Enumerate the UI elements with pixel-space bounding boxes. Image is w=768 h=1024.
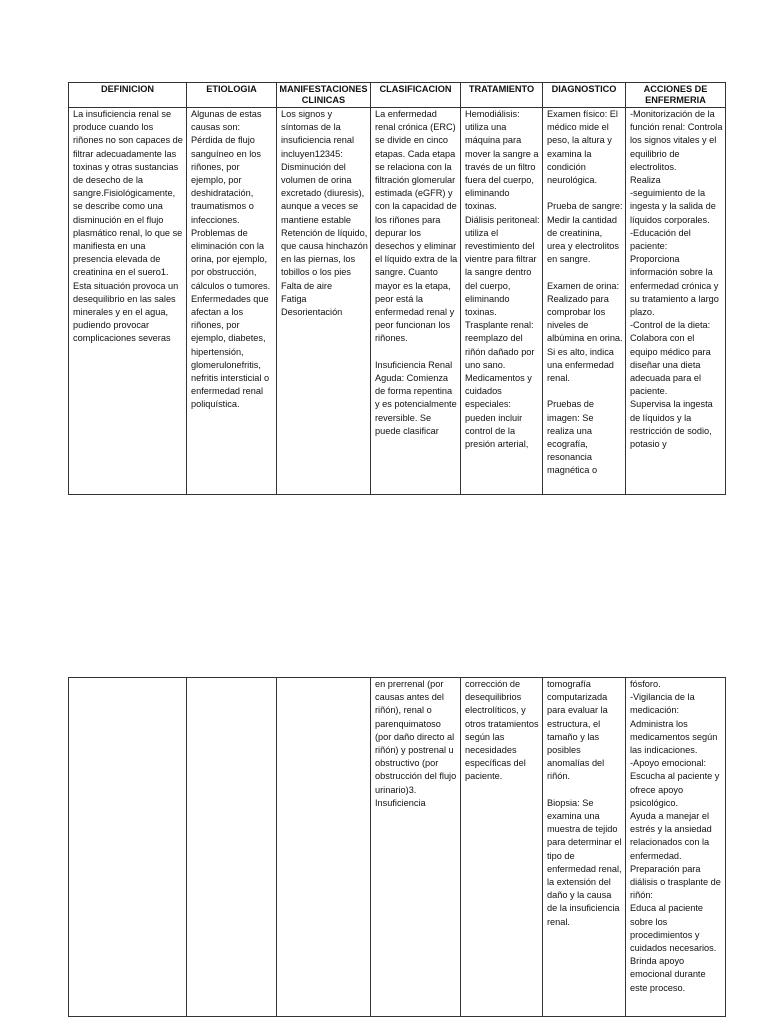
cell-tratamiento: Hemodiálisis: utiliza una máquina para mover la sangre a través de un filtro fuera del cuerpo, eliminando toxinas. Diálisis peritoneal: utiliza el revestimiento del vientre para filtrar la sangre dentro del cuerpo, eliminando toxinas. Trasplante renal: reemplazo del riñón dañado por uno sano. Medicamentos y cuidados especiales: pueden incluir control de la presión arterial, (461, 108, 543, 495)
cell-clasificacion-cont: en prerrenal (por causas antes del riñón), renal o parenquimatoso (por daño directo al riñón) y postrenal u obstructivo (por obstrucción del flujo urinario)3. Insuficiencia (371, 678, 461, 1017)
cell-etiologia: Algunas de estas causas son: Pérdida de flujo sanguíneo en los riñones, por ejemplo, por deshidratación, traumatismos o infecciones. Problemas de eliminación con la orina, por ejemplo, por obstrucción, cálculos o tumores. Enfermedades que afectan a los riñones, por ejemplo, diabetes, hipertensión, glomerulonefritis, nefritis intersticial o enfermedad renal poliquística. (187, 108, 277, 495)
cell-tratamiento-cont: corrección de desequilibrios electrolíticos, y otros tratamientos según las necesidades específicas del paciente. (461, 678, 543, 1017)
renal-table-page-1 (68, 82, 726, 495)
cell-definicion-cont (69, 678, 187, 1017)
header-row (69, 83, 726, 108)
cell-manifestaciones: Los signos y síntomas de la insuficiencia renal incluyen12345: Disminución del volumen de orina excretado (diuresis), aunque a veces se mantiene estable Retención de líquido, que causa hinchazón en las piernas, los tobillos o los pies Falta de aire Fatiga Desorientación (277, 108, 371, 495)
renal-table-page-2 (68, 677, 726, 1017)
header-diagnostico: DIAGNOSTICO (543, 83, 626, 108)
header-etiologia: ETIOLOGIA (187, 83, 277, 108)
cell-clasificacion: La enfermedad renal crónica (ERC) se divide en cinco etapas. Cada etapa se relaciona con la filtración glomerular estimada (eGFR) y con la capacidad de los riñones para depurar los desechos y eliminar el líquido extra de la sangre. Cuanto mayor es la etapa, peor está la enfermedad renal y peor funcionan los riñones. Insuficiencia Renal Aguda: Comienza de forma repentina y es potencialmente reversible. Se puede clasificar (371, 108, 461, 495)
cell-diagnostico-cont: tomografía computarizada para evaluar la estructura, el tamaño y las posibles anomalías del riñón. Biopsia: Se examina una muestra de tejido para determinar el tipo de enfermedad renal, la extensión del daño y la causa de la insuficiencia renal. (543, 678, 626, 1017)
header-tratamiento: TRATAMIENTO (461, 83, 543, 108)
header-acciones: ACCIONES DE ENFERMERIA (626, 83, 726, 108)
header-manifestaciones: MANIFESTACIONES CLINICAS (277, 83, 371, 108)
cell-diagnostico: Examen físico: El médico mide el peso, la altura y examina la condición neurológica. Prueba de sangre: Medir la cantidad de creatinina, urea y electrolitos en sangre. Examen de orina: Realizado para comprobar los niveles de albúmina en orina. Si es alto, indica una enfermedad renal. Pruebas de imagen: Se realiza una ecografía, resonancia magnética o (543, 108, 626, 495)
cell-etiologia-cont (187, 678, 277, 1017)
cell-manifestaciones-cont (277, 678, 371, 1017)
table-row (69, 108, 726, 495)
header-clasificacion: CLASIFICACION (371, 83, 461, 108)
cell-acciones-cont: fósforo. -Vigilancia de la medicación: Administra los medicamentos según las indicaciones. -Apoyo emocional: Escucha al paciente y ofrece apoyo psicológico. Ayuda a manejar el estrés y la ansiedad relacionados con la enfermedad. Preparación para diálisis o trasplante de riñón: Educa al paciente sobre los procedimientos y cuidados necesarios. Brinda apoyo emocional durante este proceso. (626, 678, 726, 1017)
cell-definicion: La insuficiencia renal se produce cuando los riñones no son capaces de filtrar adecuadamente las toxinas y otras sustancias de desecho de la sangre.Fisiológicamente, se describe como una disminución en el flujo plasmático renal, lo que se manifiesta en una presencia elevada de creatinina en el suero1. Esta situación provoca un desequilibrio en las sales minerales y en el agua, pudiendo provocar complicaciones severas (69, 108, 187, 495)
cell-acciones: -Monitorización de la función renal: Controla los signos vitales y el equilibrio de electrolitos. Realiza -seguimiento de la ingesta y la salida de líquidos corporales. -Educación del paciente: Proporciona información sobre la enfermedad crónica y su tratamiento a largo plazo. -Control de la dieta: Colabora con el equipo médico para diseñar una dieta adecuada para el paciente. Supervisa la ingesta de líquidos y la restricción de sodio, potasio y (626, 108, 726, 495)
table-row (69, 678, 726, 1017)
header-definicion: DEFINICION (69, 83, 187, 108)
